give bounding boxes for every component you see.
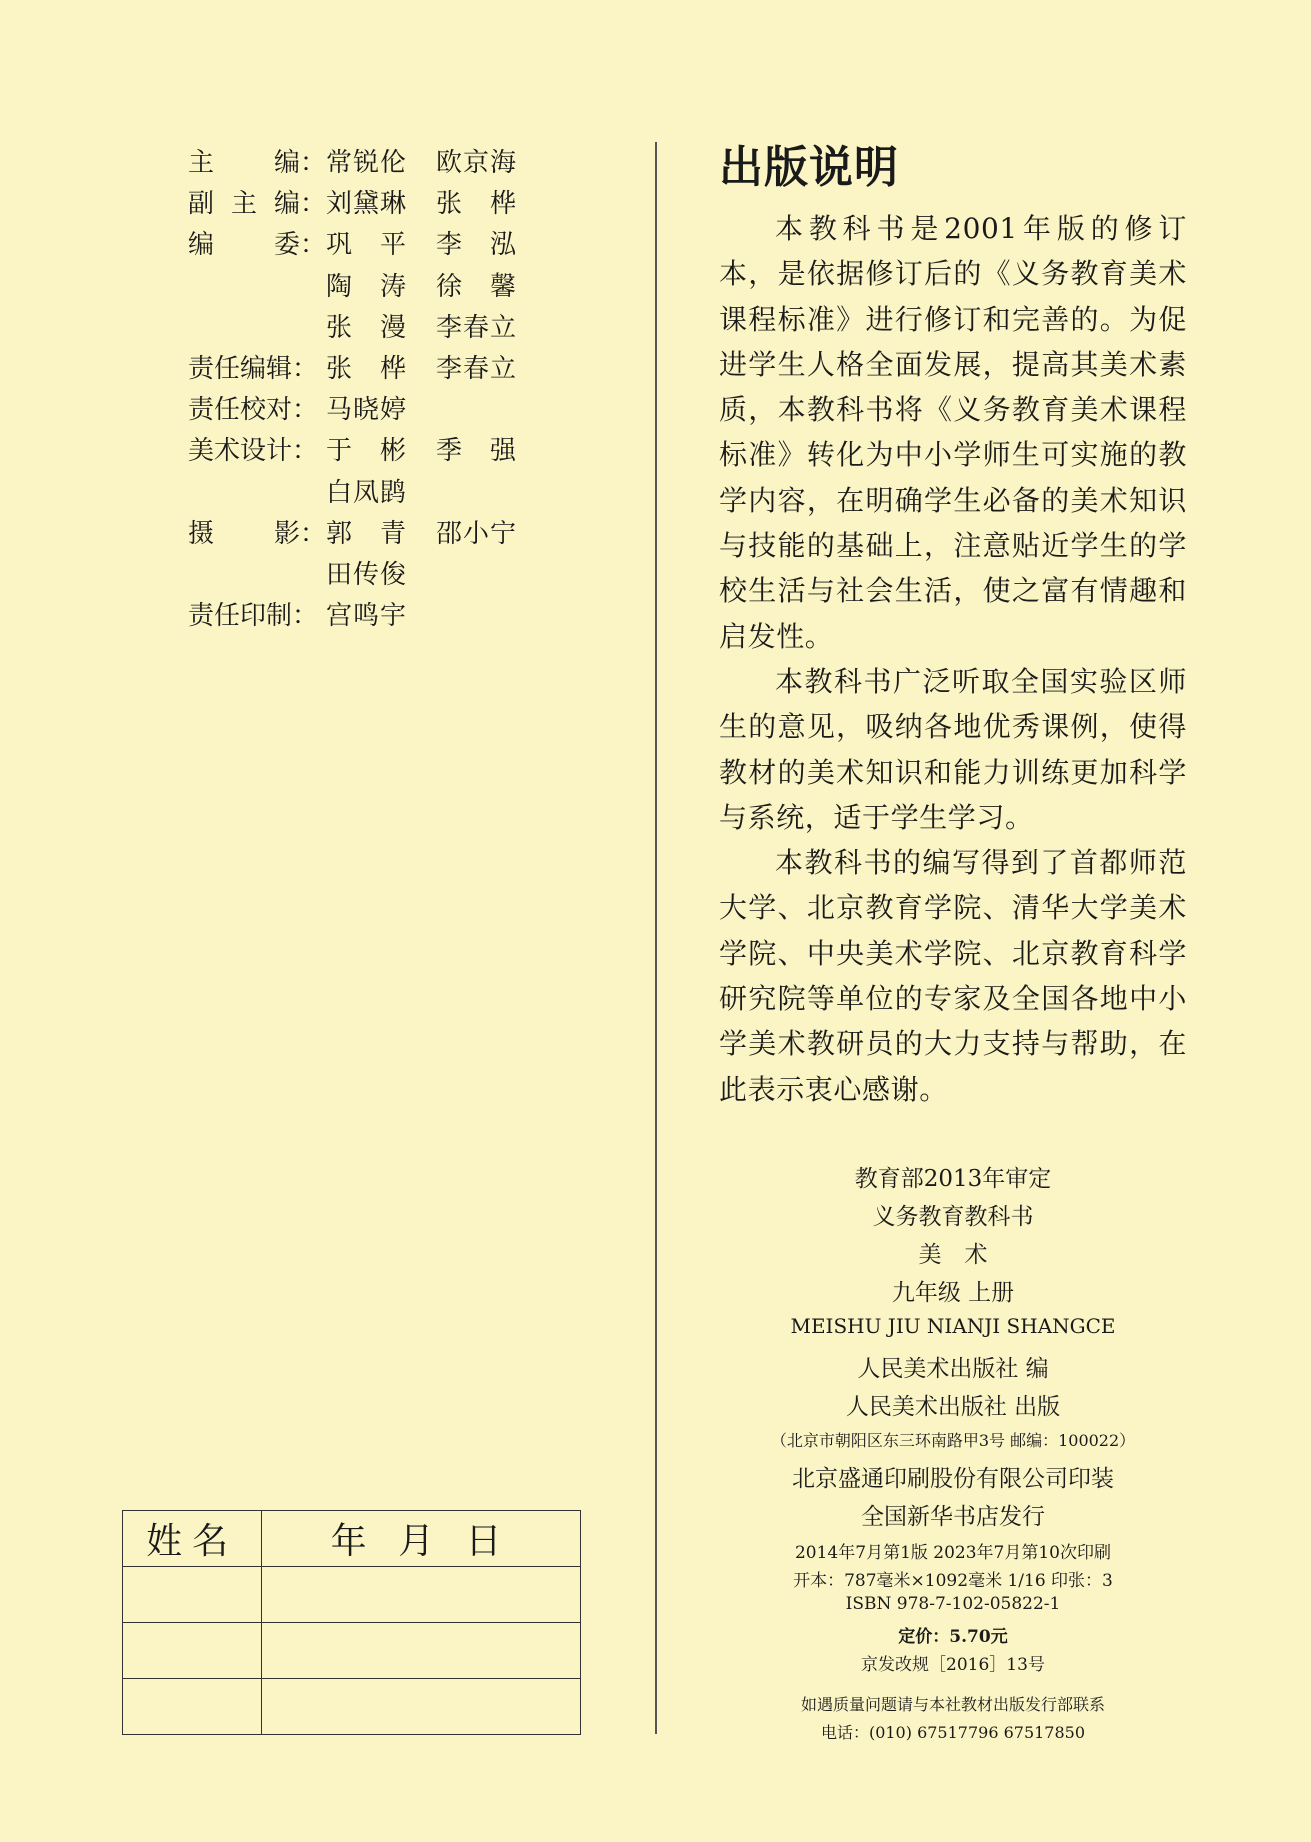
credit-name: 李 春 立 bbox=[436, 312, 516, 343]
credit-role-part: 编： bbox=[273, 189, 326, 220]
credit-names bbox=[326, 513, 516, 550]
credit-names bbox=[326, 430, 516, 467]
record-table bbox=[122, 1510, 581, 1735]
date-cell[interactable] bbox=[262, 1679, 581, 1735]
credit-row bbox=[188, 593, 608, 634]
table-row bbox=[123, 1679, 581, 1735]
credit-names bbox=[326, 472, 406, 509]
price-line: 定价：5.70元 bbox=[898, 1627, 1008, 1647]
credit-role-part: 责任编辑： bbox=[188, 354, 319, 385]
credit-role bbox=[188, 389, 326, 426]
table-row bbox=[123, 1623, 581, 1679]
credit-role-part: 编 bbox=[188, 230, 215, 261]
name-cell[interactable] bbox=[123, 1679, 262, 1735]
credit-names bbox=[326, 554, 406, 591]
credit-names bbox=[326, 348, 516, 385]
distributor-line: 全国新华书店发行 bbox=[861, 1504, 1045, 1530]
date-cell[interactable] bbox=[262, 1623, 581, 1679]
credit-name: 张 桦 bbox=[326, 354, 406, 385]
credit-row bbox=[188, 470, 608, 511]
notes-paragraph-3: 本教科书的编写得到了首都师范大学、北京教育学院、清华大学美术学院、中央美术学院、北京教育科学研究院等单位的专家及全国各地中小学美术教研员的大力支持与帮助，在此表示衷心感谢。 bbox=[719, 846, 1187, 1106]
credit-name: 欧 京 海 bbox=[436, 148, 516, 179]
pinyin-line: MEISHU JIU NIANJI SHANGCE bbox=[790, 1314, 1116, 1338]
publisher-line: 人民美术出版社 出版 bbox=[845, 1394, 1061, 1420]
isbn-line: ISBN 978-7-102-05822-1 bbox=[845, 1594, 1061, 1614]
credit-row bbox=[188, 140, 608, 181]
credit-name: 巩 平 bbox=[326, 230, 406, 261]
address-line: （北京市朝阳区东三环南路甲3号 邮编：100022） bbox=[770, 1431, 1136, 1450]
date-header: 年 月 日 bbox=[262, 1511, 581, 1567]
credit-role-part: 委： bbox=[273, 230, 326, 261]
approval-line: 教育部2013年审定 bbox=[854, 1166, 1052, 1192]
credit-name: 陶 涛 bbox=[326, 271, 406, 302]
credit-name: 邵 小 宁 bbox=[436, 518, 516, 549]
credit-role bbox=[188, 224, 326, 261]
credit-names bbox=[326, 266, 516, 303]
credit-names bbox=[326, 142, 516, 179]
credit-role-part: 主 bbox=[230, 189, 257, 220]
table-row bbox=[123, 1567, 581, 1623]
format-line: 开本：787毫米×1092毫米 1/16 印张：3 bbox=[793, 1571, 1113, 1591]
credit-name: 徐 馨 bbox=[436, 271, 516, 302]
credit-role bbox=[188, 142, 326, 179]
credit-role-part: 美术设计： bbox=[188, 436, 319, 467]
subject-line: 美 术 bbox=[918, 1242, 988, 1268]
name-header: 姓名 bbox=[123, 1511, 262, 1567]
credit-role bbox=[188, 513, 326, 550]
edition-line: 2014年7月第1版 2023年7月第10次印刷 bbox=[794, 1543, 1111, 1563]
credit-row bbox=[188, 305, 608, 346]
name-cell[interactable] bbox=[123, 1567, 262, 1623]
credit-row bbox=[188, 511, 608, 552]
credit-names bbox=[326, 389, 406, 426]
notes-paragraph-2: 本教科书广泛听取全国实验区师生的意见，吸纳各地优秀课例，使得教材的美术知识和能力训练更加科学与系统，适于学生学习。 bbox=[719, 664, 1187, 834]
credit-name: 白 凤 鹍 bbox=[326, 477, 406, 508]
credit-row bbox=[188, 428, 608, 469]
credit-name: 常 锐 伦 bbox=[326, 148, 406, 179]
credit-role-part: 责任印制： bbox=[188, 601, 319, 632]
grade-line: 九年级 上册 bbox=[891, 1280, 1015, 1306]
credit-role-part: 主 bbox=[188, 148, 215, 179]
name-cell[interactable] bbox=[123, 1623, 262, 1679]
notes-title: 出版说明 bbox=[719, 142, 899, 193]
permit-line: 京发改规［2016］13号 bbox=[861, 1655, 1045, 1675]
credit-name: 季 强 bbox=[436, 436, 516, 467]
credit-role bbox=[188, 348, 326, 385]
credit-name: 宫 鸣 宇 bbox=[326, 601, 406, 632]
credit-name: 刘 黛 琳 bbox=[326, 189, 406, 220]
credit-name: 田 传 俊 bbox=[326, 559, 406, 590]
publication-notes bbox=[719, 140, 1187, 1112]
printer-line: 北京盛通印刷股份有限公司印装 bbox=[792, 1466, 1114, 1492]
table-header-row bbox=[123, 1511, 581, 1567]
credit-row bbox=[188, 181, 608, 222]
credit-role-part: 摄 bbox=[188, 518, 215, 549]
credit-name: 李 春 立 bbox=[436, 354, 516, 385]
credits-block bbox=[188, 140, 608, 634]
quality-notice-line: 如遇质量问题请与本社教材出版发行部联系 bbox=[800, 1695, 1105, 1714]
credit-name: 郭 青 bbox=[326, 518, 406, 549]
credit-role-part: 影： bbox=[273, 518, 326, 549]
credit-role-part: 责任校对： bbox=[188, 395, 319, 426]
credit-role-part: 编： bbox=[273, 148, 326, 179]
credit-row bbox=[188, 346, 608, 387]
credit-row bbox=[188, 552, 608, 593]
credit-name: 于 彬 bbox=[326, 436, 406, 467]
series-line: 义务教育教科书 bbox=[872, 1204, 1034, 1230]
credit-names bbox=[326, 595, 406, 632]
credit-names bbox=[326, 307, 516, 344]
credit-names bbox=[326, 224, 516, 261]
credit-role bbox=[188, 595, 326, 632]
credit-name: 张 漫 bbox=[326, 312, 406, 343]
credit-role bbox=[188, 183, 326, 220]
credit-row bbox=[188, 387, 608, 428]
editor-line: 人民美术出版社 编 bbox=[857, 1356, 1049, 1382]
credit-name: 张 桦 bbox=[436, 189, 516, 220]
column-divider bbox=[655, 142, 657, 1734]
credit-names bbox=[326, 183, 516, 220]
credit-row bbox=[188, 264, 608, 305]
date-cell[interactable] bbox=[262, 1567, 581, 1623]
credit-role bbox=[188, 430, 326, 467]
credit-name: 李 泓 bbox=[436, 230, 516, 261]
phone-line: 电话：(010) 67517796 67517850 bbox=[820, 1723, 1086, 1742]
notes-paragraph-1: 本教科书是2001年版的修订本，是依据修订后的《义务教育美术课程标准》进行修订和完善的。为促进学生人格全面发展，提高其美术素质，本教科书将《义务教育美术课程标准》转化为中小学师生可实施的教学内容，在明确学生必备的美术知识与技能的基础上，注意贴近学生的学校生活与社会生活，使之富有情趣和启发性。 bbox=[719, 212, 1187, 653]
credit-row bbox=[188, 222, 608, 263]
credit-name: 马 晓 婷 bbox=[326, 395, 406, 426]
credit-role-part: 副 bbox=[188, 189, 215, 220]
